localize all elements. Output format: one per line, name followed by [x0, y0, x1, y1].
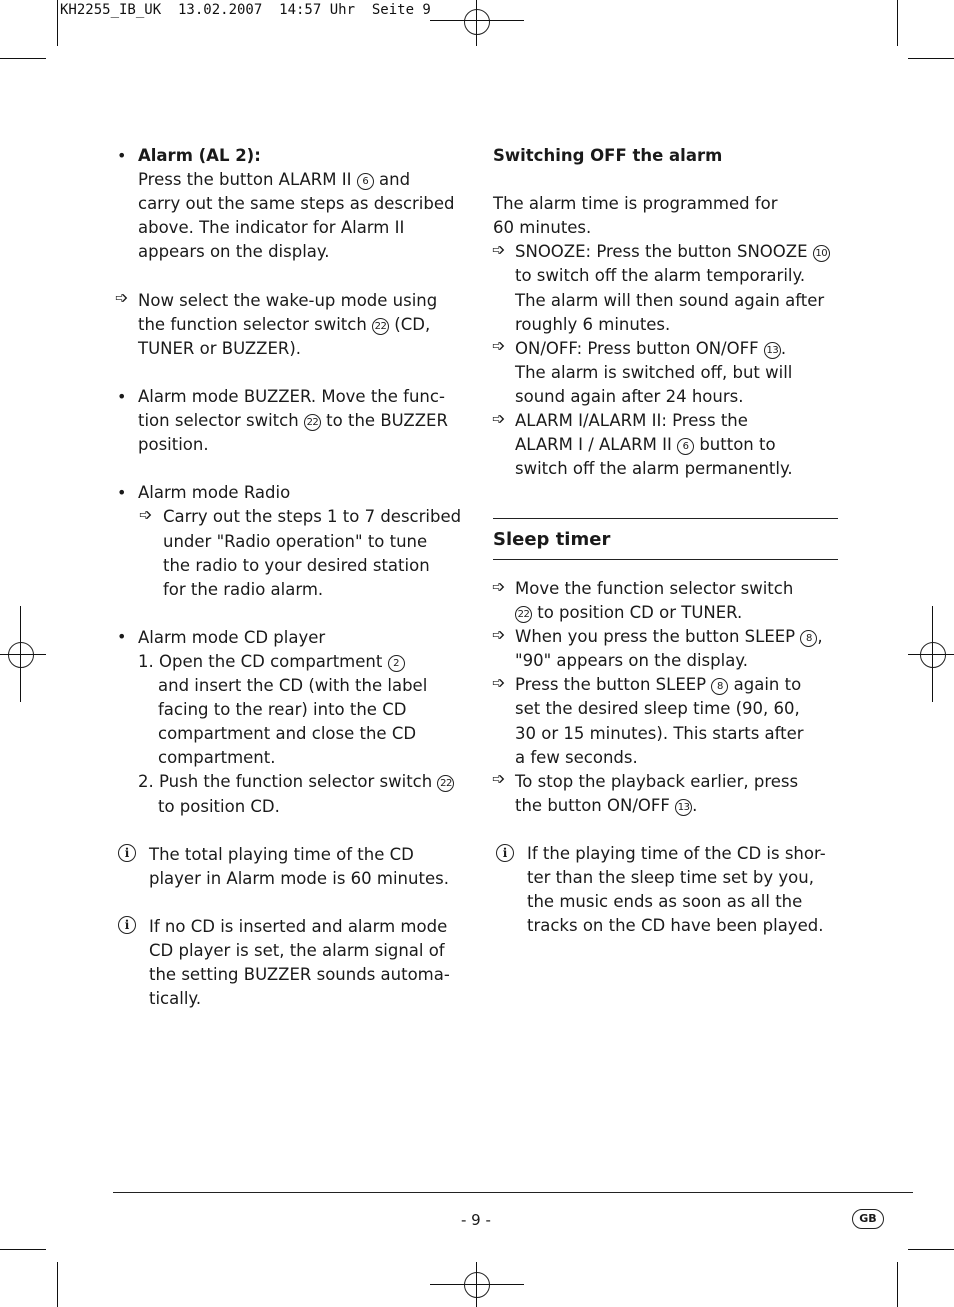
text-line — [138, 409, 478, 433]
registration-line — [0, 654, 46, 655]
text: and — [373, 170, 411, 190]
text-line — [493, 433, 843, 457]
text: button to — [694, 435, 776, 455]
sleep-timer-title: Sleep timer — [493, 529, 611, 550]
text-line: The total playing time of the CD — [149, 844, 414, 864]
arrow-right-icon: ➩ — [139, 505, 153, 524]
text-line: 30 or 15 minutes). This starts after — [515, 723, 804, 743]
text-line: Alarm mode BUZZER. Move the func- — [138, 386, 445, 406]
arrow-right-icon: ➩ — [492, 577, 506, 596]
text-line: Move the function selector switch — [515, 579, 794, 598]
text-line: Now select the wake-up mode using — [138, 290, 438, 310]
ref-number: 2 — [388, 655, 405, 672]
ref-number: 13 — [675, 799, 692, 816]
text-line: ALARM I/ALARM II: Press the — [515, 411, 748, 431]
section-rule — [493, 559, 838, 560]
sleep-timer-body — [493, 577, 843, 938]
text-line — [138, 770, 478, 794]
bullet-icon: • — [117, 387, 127, 406]
text-line: CD player is set, the alarm signal of — [149, 941, 445, 961]
ref-number: 22 — [437, 775, 454, 792]
registration-line — [430, 20, 524, 21]
text-line: 60 minutes. — [493, 218, 592, 238]
text-line — [493, 240, 843, 264]
text: to the BUZZER — [320, 411, 448, 431]
ref-number: 22 — [372, 318, 389, 335]
text-line: the setting BUZZER sounds automa- — [149, 965, 450, 985]
info-icon: i — [118, 916, 136, 934]
arrow-right-icon: ➩ — [492, 336, 506, 355]
text-line: sound again after 24 hours. — [515, 386, 744, 406]
switch-off-title: Switching OFF the alarm — [493, 146, 723, 165]
text-line — [493, 337, 843, 361]
info-icon: i — [118, 844, 136, 862]
text: (CD, — [389, 314, 431, 334]
text-line: tracks on the CD have been played. — [527, 916, 824, 936]
bullet-icon: • — [117, 483, 127, 502]
bullet-icon: • — [117, 146, 127, 165]
text: , — [817, 627, 823, 647]
crop-mark — [897, 1262, 898, 1307]
text-line — [493, 625, 843, 649]
text-line: above. The indicator for Alarm II — [138, 218, 405, 238]
right-column — [493, 144, 843, 481]
ref-number: 6 — [357, 173, 374, 190]
text: . — [692, 795, 698, 815]
arrow-right-icon: ➩ — [115, 288, 129, 307]
text-line: ter than the sleep time set by you, — [527, 868, 814, 888]
crop-mark — [0, 1249, 46, 1250]
text-line: switch off the alarm permanently. — [515, 459, 793, 479]
text-line: to switch off the alarm temporarily. — [515, 266, 806, 286]
text-line — [493, 794, 843, 818]
text-line: tically. — [149, 989, 202, 1009]
ref-number: 8 — [800, 630, 817, 647]
text-line: under "Radio operation" to tune — [163, 531, 428, 551]
text: ALARM I / ALARM II — [515, 435, 672, 455]
page-number: - 9 - — [461, 1211, 491, 1229]
left-column — [138, 144, 478, 1011]
registration-line — [908, 654, 954, 655]
text-line: The alarm is switched off, but will — [515, 362, 793, 382]
text-line — [138, 168, 478, 192]
registration-mark-icon — [920, 642, 946, 668]
text-line: TUNER or BUZZER). — [138, 338, 302, 358]
arrow-right-icon: ➩ — [492, 409, 506, 428]
ref-number: 13 — [764, 342, 781, 359]
text-line — [138, 650, 478, 674]
print-slug: KH2255_IB_UK 13.02.2007 14:57 Uhr Seite 9 — [60, 2, 431, 18]
alarm-al2-title: Alarm (AL 2): — [138, 146, 261, 165]
text-line: Alarm mode CD player — [138, 627, 326, 647]
text-line: set the desired sleep time (90, 60, — [515, 699, 800, 719]
text-line: the music ends as soon as all the — [527, 892, 803, 912]
text-line: The alarm will then sound again after — [515, 290, 825, 310]
crop-mark — [0, 58, 46, 59]
crop-mark — [908, 1249, 954, 1250]
registration-line — [476, 0, 477, 46]
text-line: The alarm time is programmed for — [493, 194, 778, 214]
crop-mark — [908, 58, 954, 59]
text-line: If no CD is inserted and alarm mode — [149, 917, 448, 936]
crop-mark — [897, 0, 898, 46]
language-badge: GB — [852, 1209, 884, 1229]
text: Press the button SLEEP — [515, 675, 707, 695]
text-line — [493, 601, 843, 625]
ref-number: 10 — [813, 245, 830, 262]
text-line: To stop the playback earlier, press — [515, 771, 799, 791]
text-line — [138, 313, 478, 337]
text: When you press the button SLEEP — [515, 627, 796, 647]
registration-mark-icon — [464, 1272, 490, 1298]
text-line: the radio to your desired station — [163, 555, 430, 575]
ref-number: 22 — [304, 414, 321, 431]
registration-mark-icon — [8, 642, 34, 668]
registration-mark-icon — [464, 9, 490, 35]
arrow-right-icon: ➩ — [492, 673, 506, 692]
bullet-icon: • — [117, 627, 127, 646]
text-line: compartment. — [158, 748, 276, 768]
arrow-right-icon: ➩ — [492, 769, 506, 788]
text: . — [780, 338, 787, 358]
text-line: appears on the display. — [138, 242, 330, 262]
ref-number: 8 — [711, 678, 728, 695]
text-line: and insert the CD (with the label — [158, 676, 428, 696]
text: ON/OFF: Press button ON/OFF — [515, 338, 759, 358]
ref-number: 6 — [677, 438, 694, 455]
text-line: If the playing time of the CD is shor- — [527, 844, 826, 864]
text-line: carry out the same steps as described — [138, 194, 455, 214]
text-line: for the radio alarm. — [163, 579, 324, 599]
section-rule — [493, 518, 838, 519]
text-line — [493, 673, 843, 697]
text-line: Carry out the steps 1 to 7 described — [163, 507, 462, 527]
arrow-right-icon: ➩ — [492, 625, 506, 644]
text-line: to position CD. — [158, 796, 280, 816]
crop-mark — [57, 1262, 58, 1307]
text: Press the button ALARM II — [138, 170, 352, 190]
text: tion selector switch — [138, 411, 299, 431]
text: 1. Open the CD compartment — [138, 651, 383, 671]
text-line: roughly 6 minutes. — [515, 314, 671, 334]
text-line: a few seconds. — [515, 747, 638, 767]
text-line: "90" appears on the display. — [515, 651, 748, 671]
text-line: position. — [138, 435, 209, 455]
text: the function selector switch — [138, 314, 367, 334]
text: to position CD or TUNER. — [532, 603, 743, 623]
text: 2. Push the function selector switch — [138, 772, 433, 792]
arrow-right-icon: ➩ — [492, 240, 506, 259]
text-line: player in Alarm mode is 60 minutes. — [149, 868, 449, 888]
text: the button ON/OFF — [515, 795, 670, 815]
text-line: facing to the rear) into the CD — [158, 700, 407, 720]
ref-number: 22 — [515, 606, 532, 623]
text: SNOOZE: Press the button SNOOZE — [515, 242, 808, 262]
text-line: Alarm mode Radio — [138, 483, 291, 503]
footer-rule — [113, 1192, 913, 1193]
text: again to — [728, 675, 802, 695]
registration-line — [430, 1284, 524, 1285]
text-line: compartment and close the CD — [158, 724, 417, 744]
crop-mark — [57, 0, 58, 46]
info-icon: i — [496, 844, 514, 862]
